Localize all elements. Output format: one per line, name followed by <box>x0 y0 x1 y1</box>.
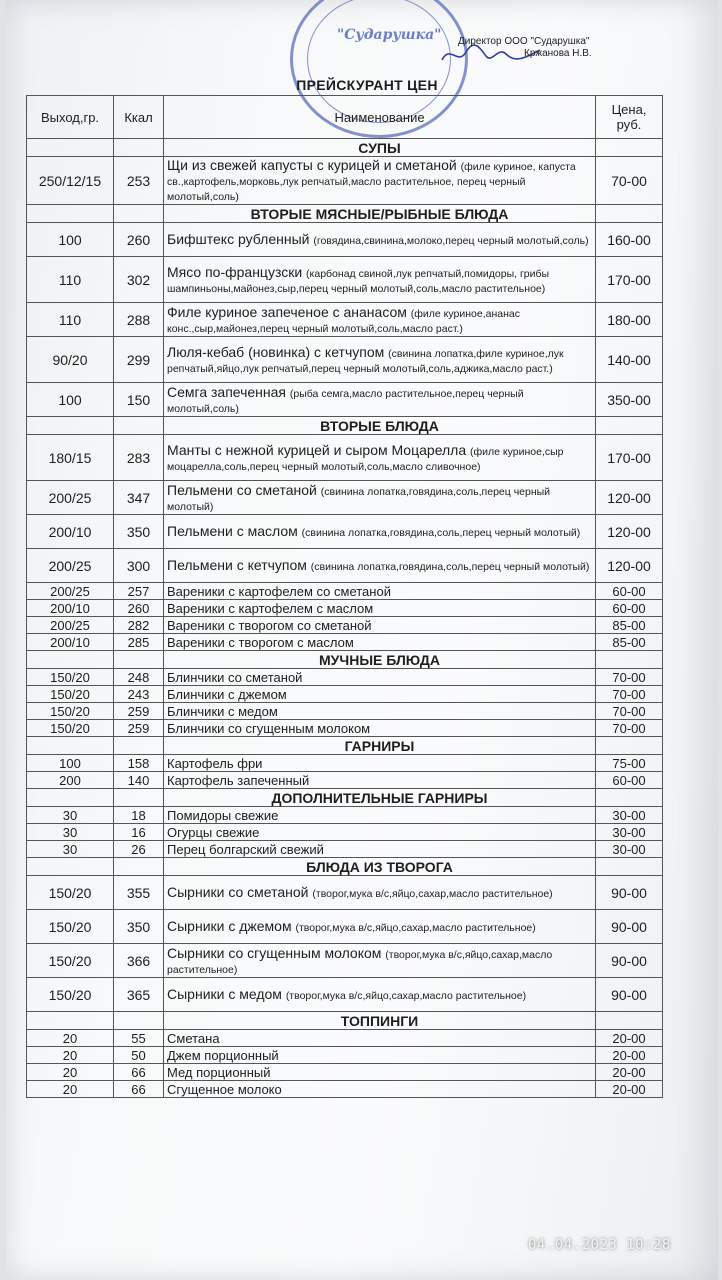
dish-ingredients: (творог,мука в/с,яйцо,сахар,масло растительное) <box>295 922 536 934</box>
item-name-cell <box>164 481 596 515</box>
menu-item-row <box>27 755 663 772</box>
menu-item-row <box>27 617 663 634</box>
item-kcal: 302 <box>114 257 164 303</box>
item-output-weight: 180/15 <box>27 435 114 481</box>
item-output-weight: 20 <box>27 1081 114 1098</box>
dish-name: Сырники со сгущенным молоком <box>167 944 382 961</box>
item-kcal: 300 <box>114 549 164 583</box>
dish-name: Манты с нежной курицей и сыром Моцарелла <box>167 441 467 458</box>
item-kcal: 66 <box>114 1064 164 1081</box>
item-kcal: 260 <box>114 223 164 257</box>
item-kcal: 26 <box>114 841 164 858</box>
section-title: ГАРНИРЫ <box>164 737 596 755</box>
dish-name: Сырники с медом <box>167 986 282 1002</box>
section-title: ДОПОЛНИТЕЛЬНЫЕ ГАРНИРЫ <box>164 789 596 807</box>
item-kcal: 150 <box>114 383 164 417</box>
dish-name: Перец болгарский свежий <box>167 841 324 857</box>
item-price: 140-00 <box>596 337 663 383</box>
menu-item-row <box>27 600 663 617</box>
item-kcal: 16 <box>114 824 164 841</box>
column-header-kcal: Ккал <box>114 96 164 139</box>
item-name-cell <box>164 703 596 720</box>
item-price: 20-00 <box>596 1047 663 1064</box>
menu-item-row <box>27 1081 663 1098</box>
dish-name: Филе куриное запеченое с ананасом <box>167 303 407 320</box>
item-output-weight: 200/25 <box>27 583 114 600</box>
dish-name: Вареники с творогом со сметаной <box>167 617 372 633</box>
item-kcal: 140 <box>114 772 164 789</box>
item-price: 90-00 <box>596 876 663 910</box>
menu-item-row <box>27 1064 663 1081</box>
item-output-weight: 150/20 <box>27 720 114 737</box>
item-name-cell <box>164 435 596 481</box>
item-price: 20-00 <box>596 1064 663 1081</box>
item-kcal: 350 <box>114 910 164 944</box>
item-kcal: 260 <box>114 600 164 617</box>
dish-name: Вареники с картофелем с маслом <box>167 600 374 616</box>
menu-item-row <box>27 910 663 944</box>
item-name-cell <box>164 337 596 383</box>
section-title: МУЧНЫЕ БЛЮДА <box>164 651 596 669</box>
item-price: 90-00 <box>596 978 663 1012</box>
dish-name: Джем порционный <box>167 1047 279 1063</box>
menu-item-row <box>27 703 663 720</box>
price-table <box>26 95 663 1098</box>
item-kcal: 366 <box>114 944 164 978</box>
dish-name: Бифштекс рубленный <box>167 231 310 247</box>
dish-name: Помидоры свежие <box>167 807 279 823</box>
item-kcal: 158 <box>114 755 164 772</box>
item-kcal: 283 <box>114 435 164 481</box>
item-kcal: 50 <box>114 1047 164 1064</box>
director-name: Кржанова Н.В. <box>524 48 592 59</box>
dish-ingredients: (карбонад свиной,лук репчатый,помидоры, грибы шампиньоны,майонез,сыр,перец черный молотый,соль,масло растительное) <box>167 267 550 295</box>
section-header-row <box>27 205 663 223</box>
item-name-cell <box>164 617 596 634</box>
item-price: 170-00 <box>596 435 663 481</box>
dish-name: Сырники со сметаной <box>167 884 309 900</box>
menu-item-row <box>27 841 663 858</box>
item-kcal: 365 <box>114 978 164 1012</box>
price-table-body <box>27 139 663 1098</box>
dish-name: Семга запеченная <box>167 383 287 400</box>
item-output-weight: 200/25 <box>27 617 114 634</box>
item-price: 60-00 <box>596 600 663 617</box>
item-kcal: 355 <box>114 876 164 910</box>
item-price: 60-00 <box>596 772 663 789</box>
item-price: 20-00 <box>596 1081 663 1098</box>
item-output-weight: 200/25 <box>27 481 114 515</box>
section-header-row <box>27 417 663 435</box>
menu-item-row <box>27 1047 663 1064</box>
item-kcal: 18 <box>114 807 164 824</box>
menu-item-row <box>27 303 663 337</box>
dish-ingredients: (творог,мука в/с,яйцо,сахар,масло растительное) <box>285 990 527 1002</box>
dish-name: Люля-кебаб (новинка) с кетчупом <box>167 343 385 360</box>
document-title: ПРЕЙСКУРАНТ ЦЕН <box>296 77 438 93</box>
menu-item-row <box>27 1030 663 1047</box>
item-output-weight: 110 <box>27 257 114 303</box>
dish-name: Щи из свежей капусты с курицей и сметаной <box>167 157 457 173</box>
dish-ingredients: (творог,мука в/с,яйцо,сахар,масло растительное) <box>312 888 553 900</box>
item-price: 120-00 <box>596 515 663 549</box>
dish-name: Сгущенное молоко <box>167 1081 282 1097</box>
item-kcal: 66 <box>114 1081 164 1098</box>
dish-name: Пельмени с кетчупом <box>167 557 307 573</box>
menu-item-row <box>27 686 663 703</box>
item-price: 180-00 <box>596 303 663 337</box>
item-price: 90-00 <box>596 910 663 944</box>
item-name-cell <box>164 303 596 337</box>
item-price: 30-00 <box>596 841 663 858</box>
item-price: 70-00 <box>596 703 663 720</box>
item-kcal: 253 <box>114 157 164 205</box>
item-output-weight: 200/10 <box>27 600 114 617</box>
menu-item-row <box>27 481 663 515</box>
dish-ingredients: (свинина лопатка,говядина,соль,перец черный молотый) <box>310 561 590 573</box>
menu-item-row <box>27 257 663 303</box>
item-output-weight: 100 <box>27 755 114 772</box>
dish-ingredients: (творог,мука в/с,яйцо,сахар,масло растительное) <box>167 948 553 976</box>
menu-item-row <box>27 824 663 841</box>
seal-company-name: "Сударушка" <box>337 27 442 43</box>
dish-ingredients: (рыба семга,масло растительное,перец черный молотый,соль) <box>167 387 524 415</box>
menu-item-row <box>27 383 663 417</box>
item-price: 120-00 <box>596 549 663 583</box>
column-header-output: Выход,гр. <box>27 96 114 139</box>
dish-name: Блинчики с джемом <box>167 686 287 702</box>
menu-item-row <box>27 549 663 583</box>
item-output-weight: 200/25 <box>27 549 114 583</box>
menu-item-row <box>27 634 663 651</box>
item-name-cell <box>164 841 596 858</box>
item-name-cell <box>164 876 596 910</box>
column-header-name: Наименование <box>164 96 596 139</box>
item-kcal: 248 <box>114 669 164 686</box>
item-name-cell <box>164 669 596 686</box>
menu-item-row <box>27 944 663 978</box>
item-output-weight: 150/20 <box>27 978 114 1012</box>
item-name-cell <box>164 634 596 651</box>
item-output-weight: 200 <box>27 772 114 789</box>
item-name-cell <box>164 1047 596 1064</box>
item-kcal: 55 <box>114 1030 164 1047</box>
section-title: БЛЮДА ИЗ ТВОРОГА <box>164 858 596 876</box>
section-title: СУПЫ <box>164 139 596 157</box>
dish-ingredients: (говядина,свинина,молоко,перец черный молотый,соль) <box>313 235 589 247</box>
item-output-weight: 150/20 <box>27 669 114 686</box>
dish-name: Блинчики с медом <box>167 703 278 719</box>
item-output-weight: 150/20 <box>27 703 114 720</box>
item-name-cell <box>164 515 596 549</box>
dish-name: Блинчики со сгущенным молоком <box>167 720 371 736</box>
menu-item-row <box>27 435 663 481</box>
item-output-weight: 30 <box>27 824 114 841</box>
item-name-cell <box>164 755 596 772</box>
menu-item-row <box>27 337 663 383</box>
menu-item-row <box>27 807 663 824</box>
item-name-cell <box>164 807 596 824</box>
item-output-weight: 30 <box>27 807 114 824</box>
menu-item-row <box>27 720 663 737</box>
dish-name: Вареники с картофелем со сметаной <box>167 583 391 599</box>
item-name-cell <box>164 720 596 737</box>
item-price: 85-00 <box>596 617 663 634</box>
item-output-weight: 150/20 <box>27 944 114 978</box>
column-header-price: Цена, руб. <box>596 96 663 139</box>
item-output-weight: 150/20 <box>27 876 114 910</box>
item-kcal: 299 <box>114 337 164 383</box>
item-price: 120-00 <box>596 481 663 515</box>
section-header-row <box>27 789 663 807</box>
section-header-row <box>27 858 663 876</box>
item-name-cell <box>164 157 596 205</box>
item-output-weight: 20 <box>27 1064 114 1081</box>
item-output-weight: 110 <box>27 303 114 337</box>
item-name-cell <box>164 383 596 417</box>
item-price: 30-00 <box>596 807 663 824</box>
menu-item-row <box>27 978 663 1012</box>
dish-ingredients: (свинина лопатка,говядина,соль,перец черный молотый) <box>301 527 581 539</box>
dish-name: Сырники с джемом <box>167 918 292 934</box>
section-title: ВТОРЫЕ МЯСНЫЕ/РЫБНЫЕ БЛЮДА <box>164 205 596 223</box>
price-list-sheet <box>6 0 718 1280</box>
item-output-weight: 20 <box>27 1047 114 1064</box>
item-name-cell <box>164 549 596 583</box>
dish-ingredients: (свинина лопатка,филе куриное,лук репчатый,яйцо,лук репчатый,перец черный молотый,соль,аджика,масло раст.) <box>167 347 564 375</box>
item-price: 85-00 <box>596 634 663 651</box>
section-header-row <box>27 737 663 755</box>
dish-name: Блинчики со сметаной <box>167 669 303 685</box>
dish-ingredients: (филе куриное, капуста св.,картофель,морковь,лук репчатый,масло растительное, перец черный молотый,соль) <box>167 161 576 203</box>
menu-item-row <box>27 515 663 549</box>
item-output-weight: 200/10 <box>27 515 114 549</box>
item-name-cell <box>164 600 596 617</box>
item-price: 70-00 <box>596 157 663 205</box>
item-name-cell <box>164 223 596 257</box>
item-name-cell <box>164 257 596 303</box>
section-header-row <box>27 651 663 669</box>
approval-block <box>458 36 618 60</box>
dish-name: Огурцы свежие <box>167 824 260 840</box>
item-price: 90-00 <box>596 944 663 978</box>
director-title: Директор ООО "Сударушка" <box>458 36 590 47</box>
item-price: 70-00 <box>596 669 663 686</box>
item-kcal: 243 <box>114 686 164 703</box>
menu-item-row <box>27 583 663 600</box>
menu-item-row <box>27 876 663 910</box>
item-kcal: 259 <box>114 703 164 720</box>
item-name-cell <box>164 583 596 600</box>
dish-ingredients: (филе куриное,сыр моцарелла,соль,перец черный молотый,соль,масло сливочное) <box>167 445 564 473</box>
item-price: 30-00 <box>596 824 663 841</box>
section-title: ТОППИНГИ <box>164 1012 596 1030</box>
table-header-row <box>27 96 663 139</box>
item-output-weight: 100 <box>27 383 114 417</box>
dish-name: Мед порционный <box>167 1064 271 1080</box>
item-price: 170-00 <box>596 257 663 303</box>
item-output-weight: 90/20 <box>27 337 114 383</box>
item-kcal: 257 <box>114 583 164 600</box>
item-kcal: 259 <box>114 720 164 737</box>
section-title: ВТОРЫЕ БЛЮДА <box>164 417 596 435</box>
item-price: 20-00 <box>596 1030 663 1047</box>
menu-item-row <box>27 669 663 686</box>
item-output-weight: 150/20 <box>27 910 114 944</box>
dish-name: Вареники с творогом с маслом <box>167 634 354 650</box>
item-name-cell <box>164 978 596 1012</box>
item-name-cell <box>164 910 596 944</box>
dish-name: Картофель запеченный <box>167 772 310 788</box>
item-output-weight: 150/20 <box>27 686 114 703</box>
item-kcal: 350 <box>114 515 164 549</box>
menu-item-row <box>27 157 663 205</box>
item-output-weight: 200/10 <box>27 634 114 651</box>
item-name-cell <box>164 1064 596 1081</box>
item-name-cell <box>164 1081 596 1098</box>
item-kcal: 347 <box>114 481 164 515</box>
dish-name: Картофель фри <box>167 755 263 771</box>
item-kcal: 285 <box>114 634 164 651</box>
item-kcal: 288 <box>114 303 164 337</box>
item-output-weight: 250/12/15 <box>27 157 114 205</box>
menu-item-row <box>27 772 663 789</box>
item-price: 60-00 <box>596 583 663 600</box>
item-kcal: 282 <box>114 617 164 634</box>
item-price: 160-00 <box>596 223 663 257</box>
section-header-row <box>27 139 663 157</box>
dish-name: Пельмени со сметаной <box>167 481 317 498</box>
item-price: 70-00 <box>596 686 663 703</box>
dish-ingredients: (свинина лопатка,говядина,соль,перец черный молотый) <box>167 485 551 513</box>
photo-timestamp: 04.04.2023 10:28 <box>528 1237 671 1253</box>
menu-item-row <box>27 223 663 257</box>
item-name-cell <box>164 686 596 703</box>
item-price: 350-00 <box>596 383 663 417</box>
item-price: 75-00 <box>596 755 663 772</box>
item-name-cell <box>164 824 596 841</box>
item-output-weight: 20 <box>27 1030 114 1047</box>
dish-name: Пельмени с маслом <box>167 523 298 539</box>
item-price: 70-00 <box>596 720 663 737</box>
item-name-cell <box>164 772 596 789</box>
dish-name: Сметана <box>167 1030 220 1046</box>
item-output-weight: 100 <box>27 223 114 257</box>
dish-name: Мясо по-французски <box>167 263 303 280</box>
dish-ingredients: (филе куриное,ананас конс.,сыр,майонез,перец черный молотый,соль,масло раст.) <box>167 307 520 335</box>
section-header-row <box>27 1012 663 1030</box>
item-name-cell <box>164 944 596 978</box>
item-name-cell <box>164 1030 596 1047</box>
item-output-weight: 30 <box>27 841 114 858</box>
